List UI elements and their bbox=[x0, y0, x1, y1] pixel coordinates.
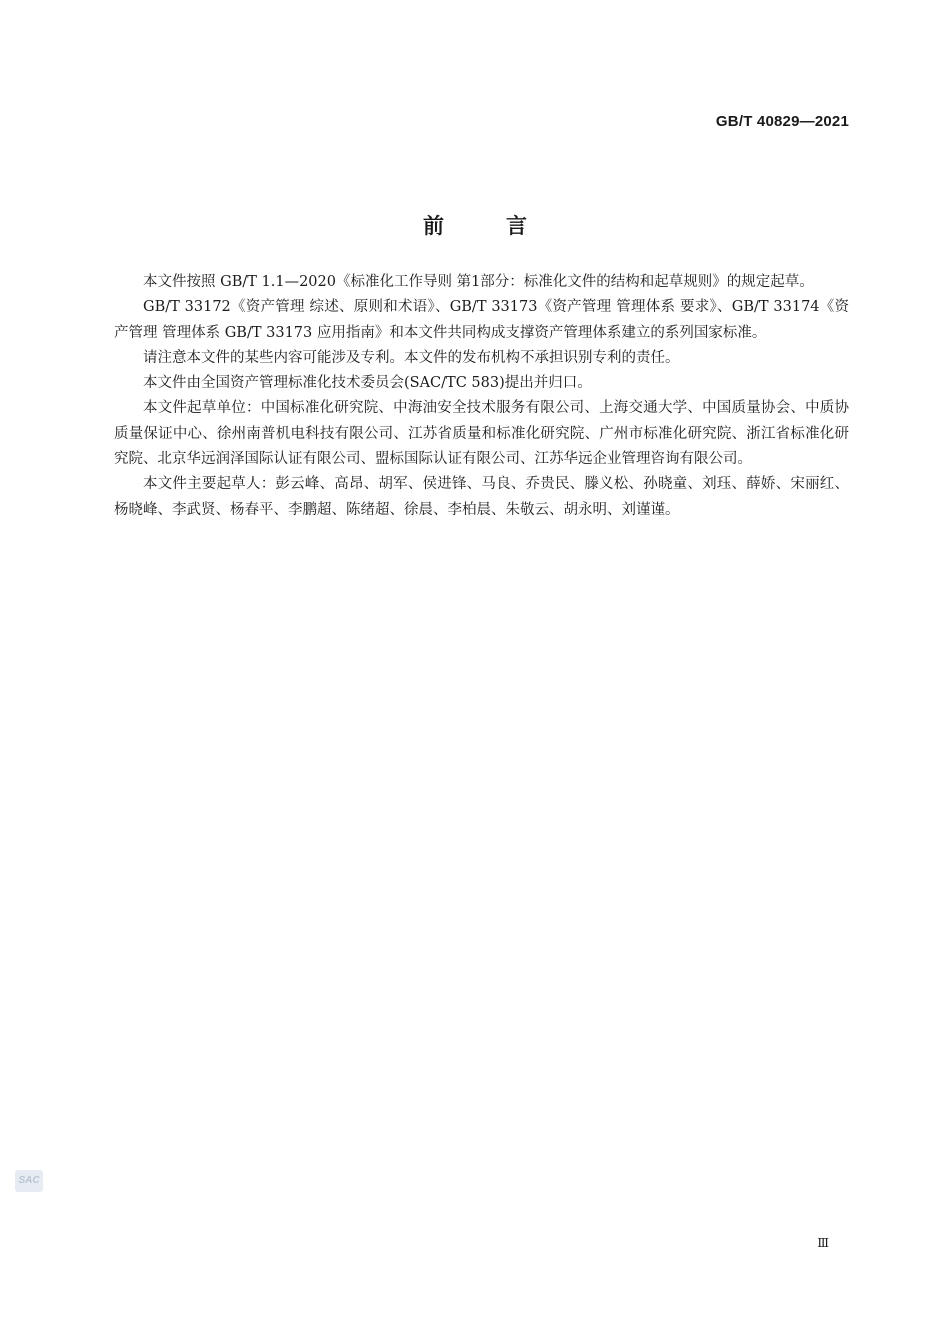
page-title: 前言 bbox=[423, 214, 589, 239]
standard-code: GB/T 40829—2021 bbox=[715, 113, 849, 130]
foreword-body bbox=[114, 270, 849, 523]
sac-watermark-logo: SAC bbox=[15, 1170, 43, 1192]
page-number: Ⅲ bbox=[817, 1236, 829, 1250]
paragraph-patent-notice: 请注意本文件的某些内容可能涉及专利。本文件的发布机构不承担识别专利的责任。 bbox=[143, 349, 680, 366]
paragraph-committee: 本文件由全国资产管理标准化技术委员会(SAC/TC 583)提出并归口。 bbox=[143, 375, 592, 392]
paragraph-related-standards: GB/T 33172《资产管理 综述、原则和术语》、GB/T 33173《资产管理 管理体系 要求》、GB/T 33174《资产管理 管理体系 GB/T 33173 应用指南》和本文件共同构成支撑资产管理体系建立的系列国家标准。 bbox=[114, 299, 849, 341]
paragraph-drafting-rules: 本文件按照 GB/T 1.1—2020《标准化工作导则 第1部分：标准化文件的结构和起草规则》的规定起草。 bbox=[143, 274, 814, 290]
paragraph-drafting-units: 本文件起草单位：中国标准化研究院、中海油安全技术服务有限公司、上海交通大学、中国质量协会、中质协质量保证中心、徐州南普机电科技有限公司、江苏省质量和标准化研究院、广州市标准化研究院、浙江省标准化研究院、北京华远润泽国际认证有限公司、盟标国际认证有限公司、江苏华远企业管理咨询有限公司。 bbox=[114, 400, 849, 468]
paragraph-drafters: 本文件主要起草人：彭云峰、高昂、胡军、侯进锋、马良、乔贵民、滕义松、孙晓童、刘珏、薛娇、宋丽红、杨晓峰、李武贤、杨春平、李鹏超、陈绪超、徐晨、李柏晨、朱敬云、胡永明、刘谨谨。 bbox=[114, 476, 849, 518]
